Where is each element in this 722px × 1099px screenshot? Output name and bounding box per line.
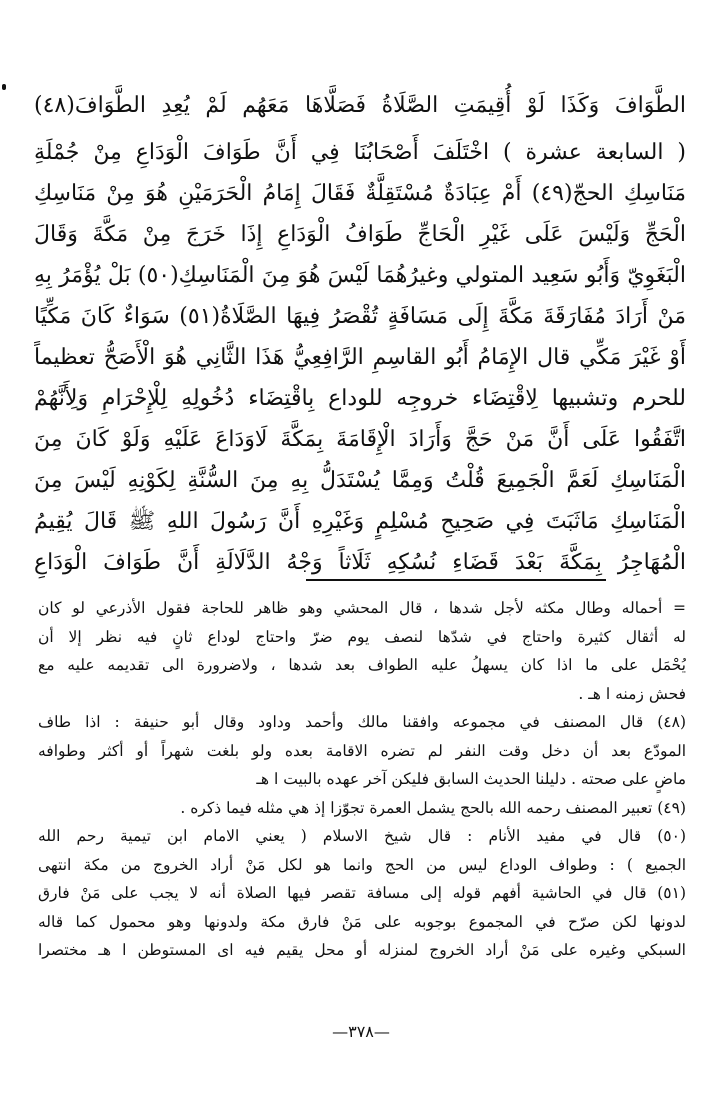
main-text-line: اتَّفَقُوا عَلَى أَنَّ مَنْ حَجَّ وَأَرَادَ الْإِقَامَةَ بِمَكَّةَ لَاوَدَاعَ عَلَيْهِ وَلَوْ كَانَ مِنَ <box>34 427 686 452</box>
main-text-line: مَنْ أَرَادَ مُفَارَقَةَ مَكَّةَ إِلَى مَسَافَةٍ تُقْصَرُ فِيهَا الصَّلَاةُ(٥١) سَوَاءٌ كَانَ مَكِّيًا <box>34 304 686 329</box>
footnote-line: فحش زمنه ا هـ . <box>578 684 686 703</box>
footnote-line: (٥١) قال في الحاشية أفهم قوله إلى مسافة تقصر فيها الصلاة أنه لا يجب على مَنْ فارق <box>38 884 686 902</box>
main-text-line: الطَّوَافَ وَكَذَا لَوْ أُقِيمَتِ الصَّلَاةُ فَصَلَّاهَا مَعَهُم لَمْ يُعِدِ الطَّوَافَ(٤٨) <box>34 93 686 118</box>
main-text-line: الْمَنَاسِكِ لَعَمَّ الْجَمِيعَ قُلْتُ وَمِمَّا يُسْتَدَلُّ بِهِ مِنَ السُّنَّةِ لِكَوْنِهِ لَيْسَ مِنَ <box>34 468 686 493</box>
main-text-line: الْمُهَاجِرُ بِمَكَّةَ بَعْدَ قَضَاءِ نُسُكِهِ ثَلَاثاً وَجْهُ الدَّلَالَةِ أَنَّ طَوَافَ الْوَدَاعِ <box>34 550 686 575</box>
footnote-line: = أحماله وطال مكثه لأجل شدها ، قال المحشي وهو ظاهر للحاجة فقول الأذرعي لو كان <box>38 599 686 617</box>
footnote-line: الجميع ) : وطواف الوداع ليس من الحج وانما هو لكل مَنْ أراد الخروج من مكة انتهى <box>38 855 686 874</box>
footnote-line: له أثقال كثيرة واحتاج في شدّها لنصف يوم ضرّ واحتاج لوداع ثانٍ فيه نظر إلا أن <box>38 627 686 646</box>
footnote-line: المودّع بعد أن دخل وقت النفر لم تضره الاقامة بعده ولو بلغت شهراً أو أكثر وطوافه <box>38 741 686 760</box>
main-text-block <box>34 80 686 583</box>
footnote-line: يُحْمَل على ما اذا كان يسهلُ عليه الطواف بعد شدها ، ولاضرورة الى تقديمه عليه مع <box>38 656 686 674</box>
footnote-divider <box>306 579 606 581</box>
main-text-line: للحرم وتشبيها لِاقْتِضَاء خروجِه للوداع بِاقْتِضَاء دُخُولِهِ لِلْإِحْرَامِ وَلِأَنَّهُمْ <box>34 386 686 411</box>
footnote-line: (٤٩) تعبير المصنف رحمه الله بالحج يشمل العمرة تجوّزا إذ هي مثله فيما ذكره . <box>180 798 686 817</box>
footnote-line: ماضٍ على صحته . دليلنا الحديث السابق فليكن آخر عهده بالبيت ا هـ <box>256 770 686 788</box>
main-text-line: الْحَجِّ وَلَيْسَ عَلَى غَيْرِ الْحَاجِّ طَوَافُ الْوَدَاعِ إِذَا خَرَجَ مِنْ مَكَّةَ وَقَالَ <box>34 222 686 247</box>
main-text-line: الْمَنَاسِكِ مَاثَبَتَ فِي صَحِيحِ مُسْلِمٍ وَغَيْرِهِ أَنَّ رَسُولَ اللهِ ﷺ قَالَ يُقِيمُ <box>34 509 686 534</box>
footnote-line: السبكي وغيره على مَنْ أراد الخروج لمنزله أو محل يقيم فيه اى المستوطن ا هـ مختصرا <box>38 941 686 959</box>
main-text-line: أَوْ غَيْرَ مَكِّي قال الإِمَامُ أَبُو القاسِمِ الرَّافِعِيُّ هَذَا الثَّانِي هُوَ الْأَصَحُّ تعظيماً <box>34 345 686 370</box>
footnotes-block <box>38 594 686 965</box>
footnote-line: (٥٠) قال في مفيد الأنام : قال شيخ الاسلام ( يعني الامام ابن تيمية رحم الله <box>38 827 686 845</box>
footnote-line: (٤٨) قال المصنف في مجموعه وافقنا مالك وأحمد وداود وقال أبو حنيفة : اذا طاف <box>38 713 686 731</box>
main-text-line: الْبَغَوِيّ وَأَبُو سَعِيد المتولي وغيرُهُمَا لَيْسَ هُوَ مِنَ الْمَنَاسِكِ(٥٠) بَلْ يُؤْمَرُ بِهِ <box>34 263 686 288</box>
footnote-line: لدونها لكن صرّح في المجموع بوجوبه على مَنْ فارق مكة ولدونها وهو محمول كما قاله <box>38 912 686 931</box>
main-text-line: ( السابعة عشرة ) اخْتَلَفَ أَصْحَابُنَا فِي أَنَّ طَوَافَ الْوَدَاعِ مِنْ جُمْلَةِ <box>34 140 686 165</box>
main-text-line: مَنَاسِكِ الحجّ(٤٩) أَمْ عِبَادَةٌ مُسْتَقِلَّةٌ فَقَالَ إِمَامُ الْحَرَمَيْنِ هُوَ مِنْ مَنَاسِكِ <box>34 181 686 206</box>
page-number: —٣٧٨— <box>332 1022 390 1041</box>
margin-mark <box>2 84 6 90</box>
